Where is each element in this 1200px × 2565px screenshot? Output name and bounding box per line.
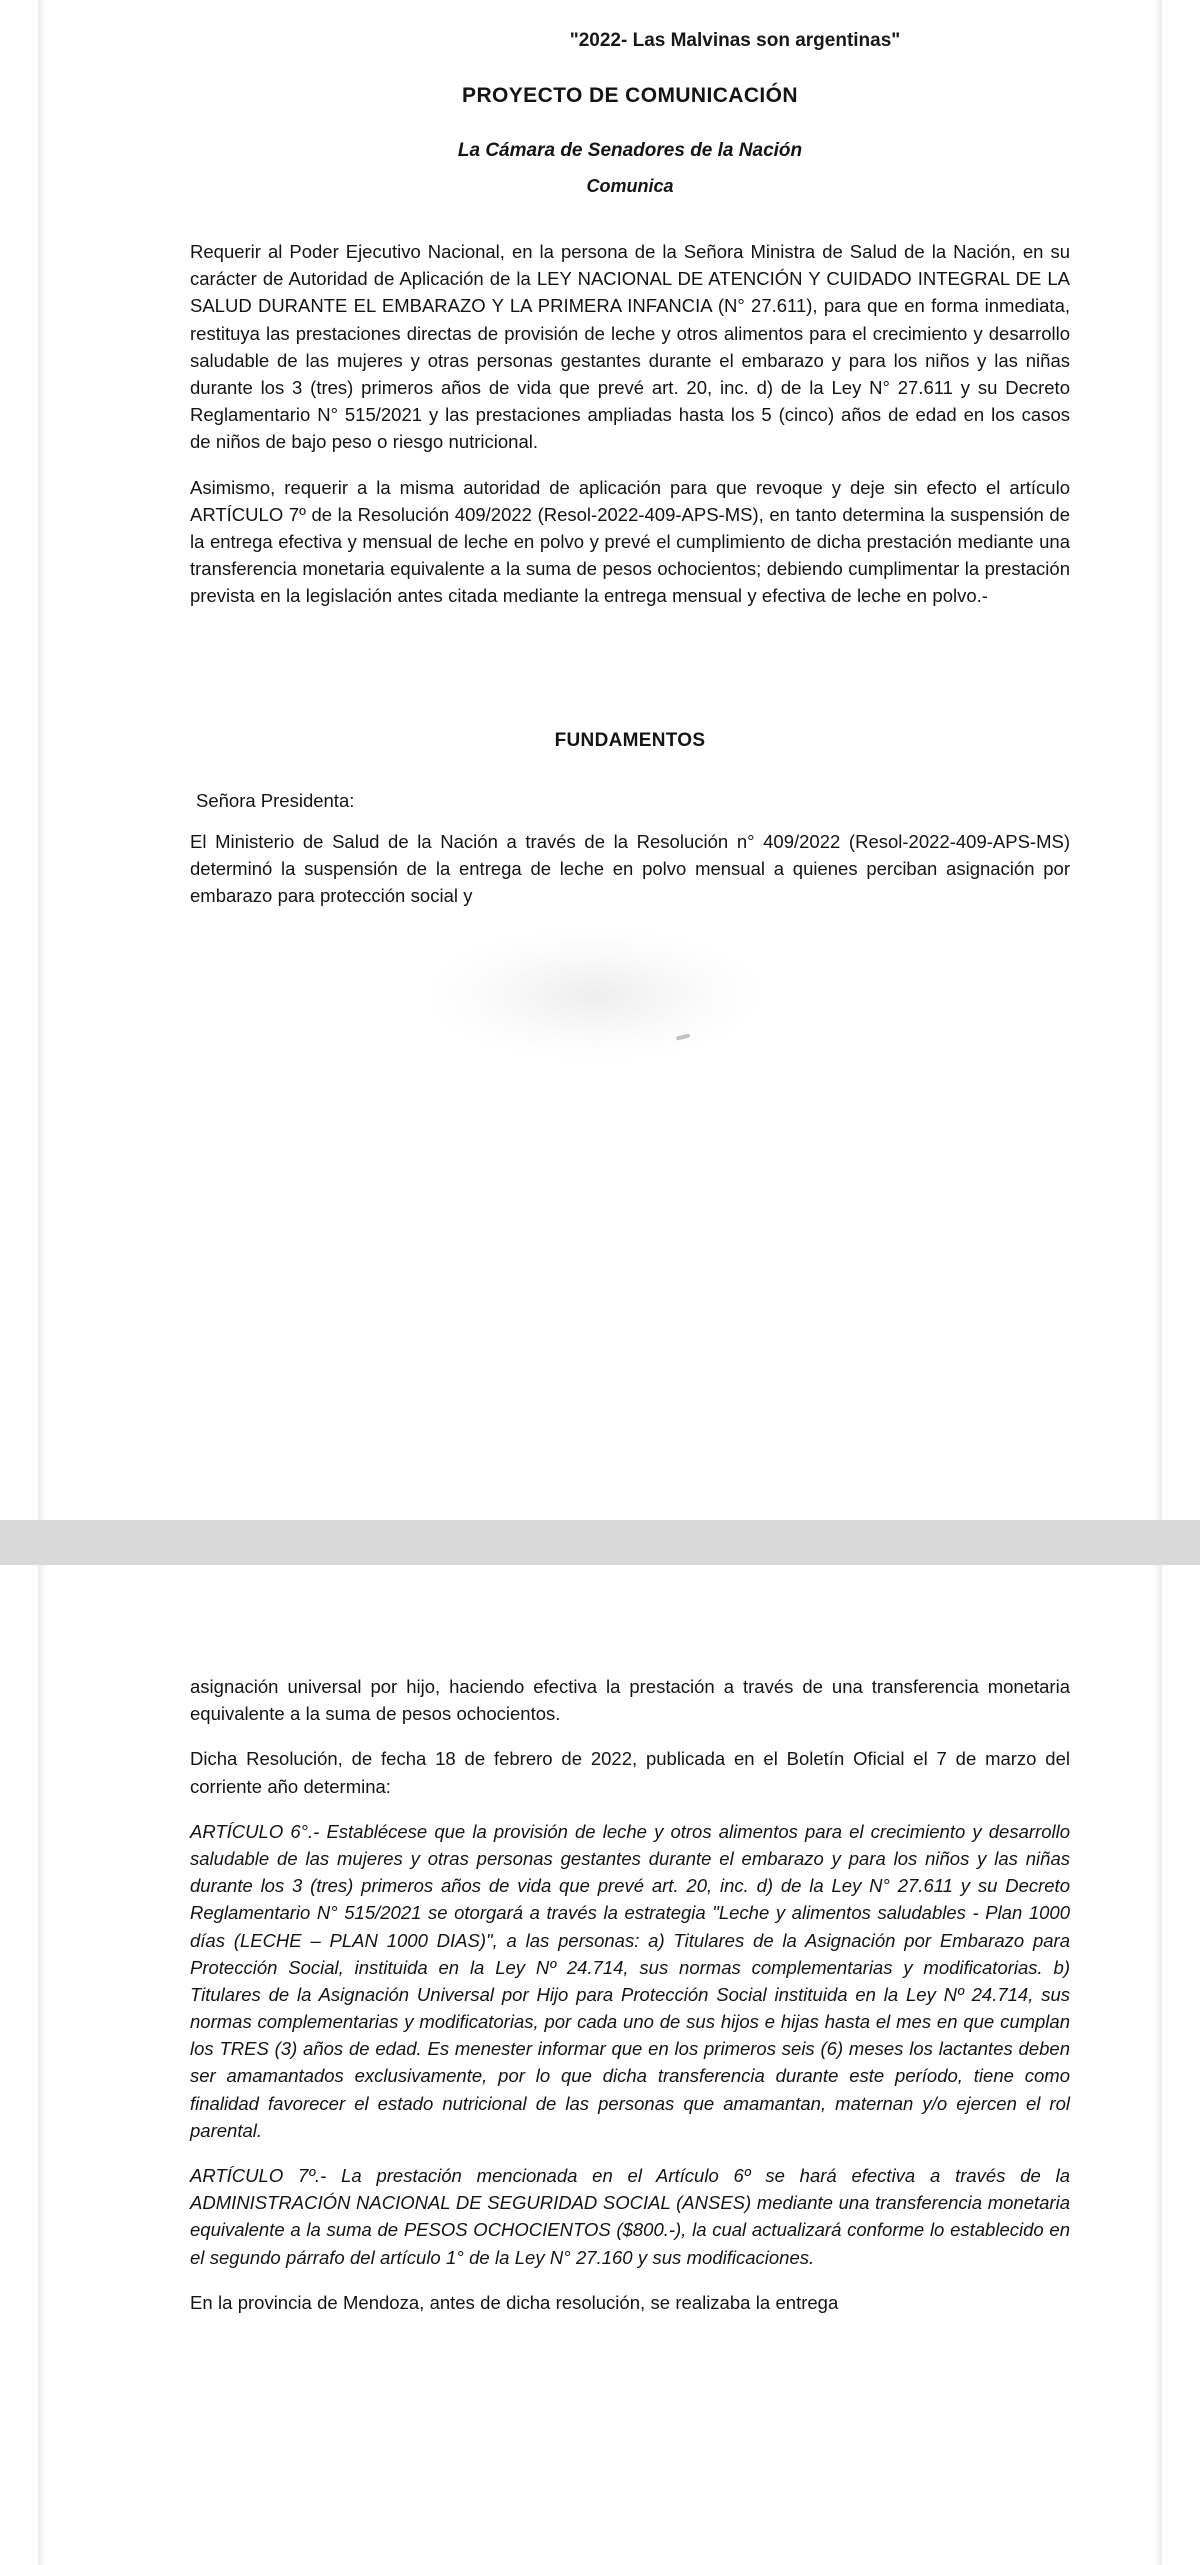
- chamber-subtitle: La Cámara de Senadores de la Nación: [457, 140, 803, 161]
- page-1-fundamentos-heading-block: [190, 730, 1070, 752]
- paragraph-articulo-7: ARTÍCULO 7º.- La prestación mencionada en el Artículo 6º se hará efectiva a través de la ADMINISTRACIÓN NACIONAL DE SEGURIDAD SOCIAL (ANSES) mediante una transferencia monetaria equivalente a la suma de PESOS OCHOCIENTOS ($800.-), la cual actualizará conforme lo establecido en el segundo párrafo del artículo 1° de la Ley N° 27.160 y sus modificaciones.: [190, 2165, 1070, 2268]
- paragraph-ministerio-salud: El Ministerio de Salud de la Nación a través de la Resolución n° 409/2022 (Resol-2022-409-APS-MS) determinó la suspensión de la entrega de leche en polvo mensual a quienes perciban asignación por embarazo para protección social y: [190, 831, 1070, 907]
- page-1-subtitle-2-block: [190, 176, 1070, 197]
- page-1-sheet: [38, 0, 1162, 1520]
- paragraph-dicha-resolucion: Dicha Resolución, de fecha 18 de febrero de 2022, publicada en el Boletín Oficial el 7 de marzo del corriente año determina:: [190, 1748, 1070, 1797]
- malvinas-header-note: "2022- Las Malvinas son argentinas": [569, 30, 901, 51]
- page-separator-gap: [0, 1520, 1200, 1565]
- page-1-subtitle-1-block: [190, 140, 1070, 162]
- paragraph-asimismo: Asimismo, requerir a la misma autoridad de aplicación para que revoque y deje sin efecto el artículo ARTÍCULO 7º de la Resolución 409/2022 (Resol-2022-409-APS-MS), en tanto determina la suspensión de la entrega efectiva y mensual de leche en polvo y prevé el cumplimiento de dicha prestación mediante una transferencia monetaria equivalente a la suma de pesos ochocientos; debiendo cumplimentar la prestación prevista en la legislación antes citada mediante la entrega mensual y efectiva de leche en polvo.-: [190, 476, 1070, 607]
- paragraph-asignacion-universal: asignación universal por hijo, haciendo efectiva la prestación a través de una transferencia monetaria equivalente a la suma de pesos ochocientos.: [190, 1676, 1070, 1725]
- fundamentos-heading: FUNDAMENTOS: [554, 730, 706, 751]
- page-1-fundamentos-body: [190, 828, 1070, 910]
- comunica-subtitle: Comunica: [586, 176, 674, 196]
- paragraph-articulo-6: ARTÍCULO 6°.- Establécese que la provisión de leche y otros alimentos para el crecimiento y desarrollo saludable de las mujeres y otras personas gestantes durante el embarazo y para los niños y las niñas durante los 3 (tres) primeros años de vida que prevé art. 20, inc. d) de la Ley N° 27.611 y su Decreto Reglamentario N° 515/2021 se otorgará a través la estrategia "Leche y alimentos saludables - Plan 1000 días (LECHE – PLAN 1000 DIAS)", a las personas: a) Titulares de la Asignación por Embarazo para Protección Social, instituida en la Ley Nº 24.714, sus normas complementarias y modificatorias. b) Titulares de la Asignación Universal por Hijo para Protección Social instituida en la Ley Nº 24.714, sus normas complementarias y modificatorias, por cada uno de sus hijos e hijas hasta el mes en que cumplan los TRES (3) años de edad. Es menester informar que en los primeros seis (6) meses los lactantes deben ser amamantados exclusivamente, por lo que dicha transferencia durante este período, tiene como finalidad favorecer el estado nutricional de las personas que amamantan, maternan y/o ejercen el rol parental.: [190, 1820, 1070, 2141]
- page-1-title-block: [190, 84, 1070, 108]
- paragraph-requerir: Requerir al Poder Ejecutivo Nacional, en la persona de la Señora Ministra de Salud de la Nación, en su carácter de Autoridad de Aplicación de la LEY NACIONAL DE ATENCIÓN Y CUIDADO INTEGRAL DE LA SALUD DURANTE EL EMBARAZO Y LA PRIMERA INFANCIA (N° 27.611), para que en forma inmediata, restituya las prestaciones directas de provisión de leche y otros alimentos para el crecimiento y desarrollo saludable de las mujeres y otras personas gestantes durante el embarazo y para los niños y las niñas durante los 3 (tres) primeros años de vida que prevé art. 20, inc. d) de la Ley N° 27.611 y su Decreto Reglamentario N° 515/2021 y las prestaciones ampliadas hasta los 5 (cinco) años de edad en los casos de niños de bajo peso o riesgo nutricional.: [190, 241, 1070, 453]
- page-1-salutation-block: [196, 787, 1076, 814]
- paragraph-mendoza: En la provincia de Mendoza, antes de dicha resolución, se realizaba la entrega: [190, 2291, 839, 2313]
- page-1-main-body: [190, 238, 1070, 627]
- page-title: PROYECTO DE COMUNICACIÓN: [462, 84, 798, 107]
- page-1-header-line: [190, 30, 1070, 52]
- document-page-2: [0, 1565, 1200, 2565]
- salutation-text: Señora Presidenta:: [196, 790, 355, 811]
- page-2-main-body: [190, 1673, 1070, 2316]
